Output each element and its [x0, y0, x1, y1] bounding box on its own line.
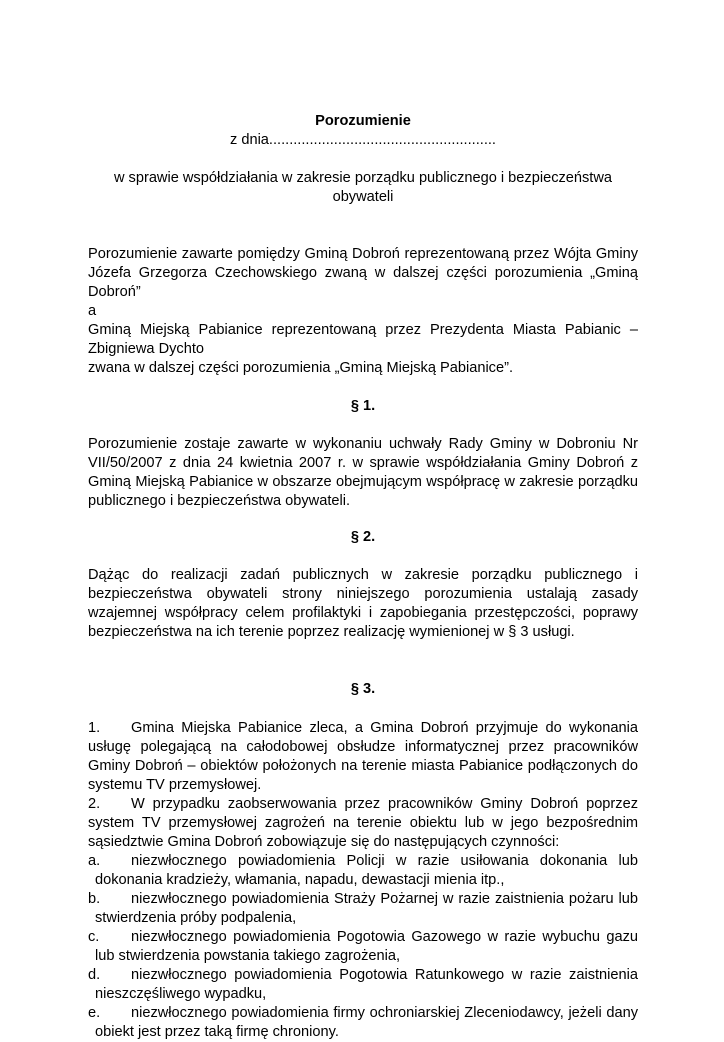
subitem-text: niezwłocznego powiadomienia Pogotowia Gazowego w razie wybuchu gazu lub stwierdzenia powstania takiego zagrożenia, [95, 929, 638, 964]
section-3-list [88, 719, 638, 1042]
intro-party2: Gminą Miejską Pabianice reprezentowaną przez Prezydenta Miasta Pabianic – Zbigniewa Dychto [88, 322, 638, 357]
item-number: 2. [88, 796, 101, 812]
section-3-item [88, 795, 638, 852]
section-3-subitem [88, 890, 638, 928]
section-3-item [88, 719, 638, 795]
section-3-subitem [88, 966, 638, 1004]
subitem-text: niezwłocznego powiadomienia Pogotowia Ratunkowego w razie zaistnienia nieszczęśliwego wypadku, [95, 967, 638, 1002]
document-date-line: z dnia........................................................ [229, 132, 496, 148]
subitem-letter: c. [88, 929, 100, 945]
section-1-mark: § 1. [350, 398, 376, 414]
document-subject: w sprawie współdziałania w zakresie porządku publicznego i bezpieczeństwa obywateli [113, 170, 613, 205]
subitem-text: niezwłocznego powiadomienia Straży Pożarnej w razie zaistnienia pożaru lub stwierdzenia próby podpalenia, [95, 891, 638, 926]
section-3-mark: § 3. [350, 681, 376, 697]
subitem-letter: b. [88, 891, 101, 907]
intro-and: a [88, 303, 97, 319]
section-3-subitem [88, 1004, 638, 1042]
document-title: Porozumienie [315, 113, 411, 129]
subitem-text: niezwłocznego powiadomienia firmy ochroniarskiej Zleceniodawcy, jeżeli dany obiekt jest przez taką firmę chroniony. [95, 1005, 638, 1040]
section-2-text: Dążąc do realizacji zadań publicznych w zakresie porządku publicznego i bezpieczeństwa obywateli strony niniejszego porozumienia ustalają zasady wzajemnej współpracy celem profilaktyki i zapobiegania przestępczości, poprawy bezpieczeństwa na ich terenie poprzez realizację wymienionej w § 3 usługi. [88, 567, 638, 640]
item-text: W przypadku zaobserwowania przez pracowników Gminy Dobroń poprzez system TV przemysłowej zagrożeń na terenie obiektu lub w jego bezpośrednim sąsiedztwie Gmina Dobroń zobowiązuje się do następujących czynności: [88, 796, 638, 850]
subitem-letter: e. [88, 1005, 101, 1021]
section-3-subitem [88, 928, 638, 966]
item-number: 1. [88, 720, 101, 736]
subitem-letter: d. [88, 967, 101, 983]
section-3-subitem [88, 852, 638, 890]
intro-party2-alias: zwana w dalszej części porozumienia „Gminą Miejską Pabianice”. [88, 360, 514, 376]
section-2-mark: § 2. [350, 529, 376, 545]
item-text: Gmina Miejska Pabianice zleca, a Gmina Dobroń przyjmuje do wykonania usługę polegającą na całodobowej obsłudze informatycznej przez pracowników Gminy Dobroń – obiektów położonych na terenie miasta Pabianice podłączonych do systemu TV przemysłowej. [88, 720, 638, 793]
section-1-text: Porozumienie zostaje zawarte w wykonaniu uchwały Rady Gminy w Dobroniu Nr VII/50/2007 z dnia 24 kwietnia 2007 r. w sprawie współdziałania Gminy Dobroń z Gminą Miejską Pabianice w obszarze obejmującym współpracę w zakresie porządku publicznego i bezpieczeństwa obywateli. [88, 436, 638, 509]
subitem-text: niezwłocznego powiadomienia Policji w razie usiłowania dokonania lub dokonania kradzieży, włamania, napadu, dewastacji mienia itp., [95, 853, 638, 888]
intro-party1: Porozumienie zawarte pomiędzy Gminą Dobroń reprezentowaną przez Wójta Gminy Józefa Grzegorza Czechowskiego zwaną w dalszej części porozumienia „Gminą Dobroń” [88, 246, 638, 300]
subitem-letter: a. [88, 853, 101, 869]
document-page [88, 112, 638, 1042]
